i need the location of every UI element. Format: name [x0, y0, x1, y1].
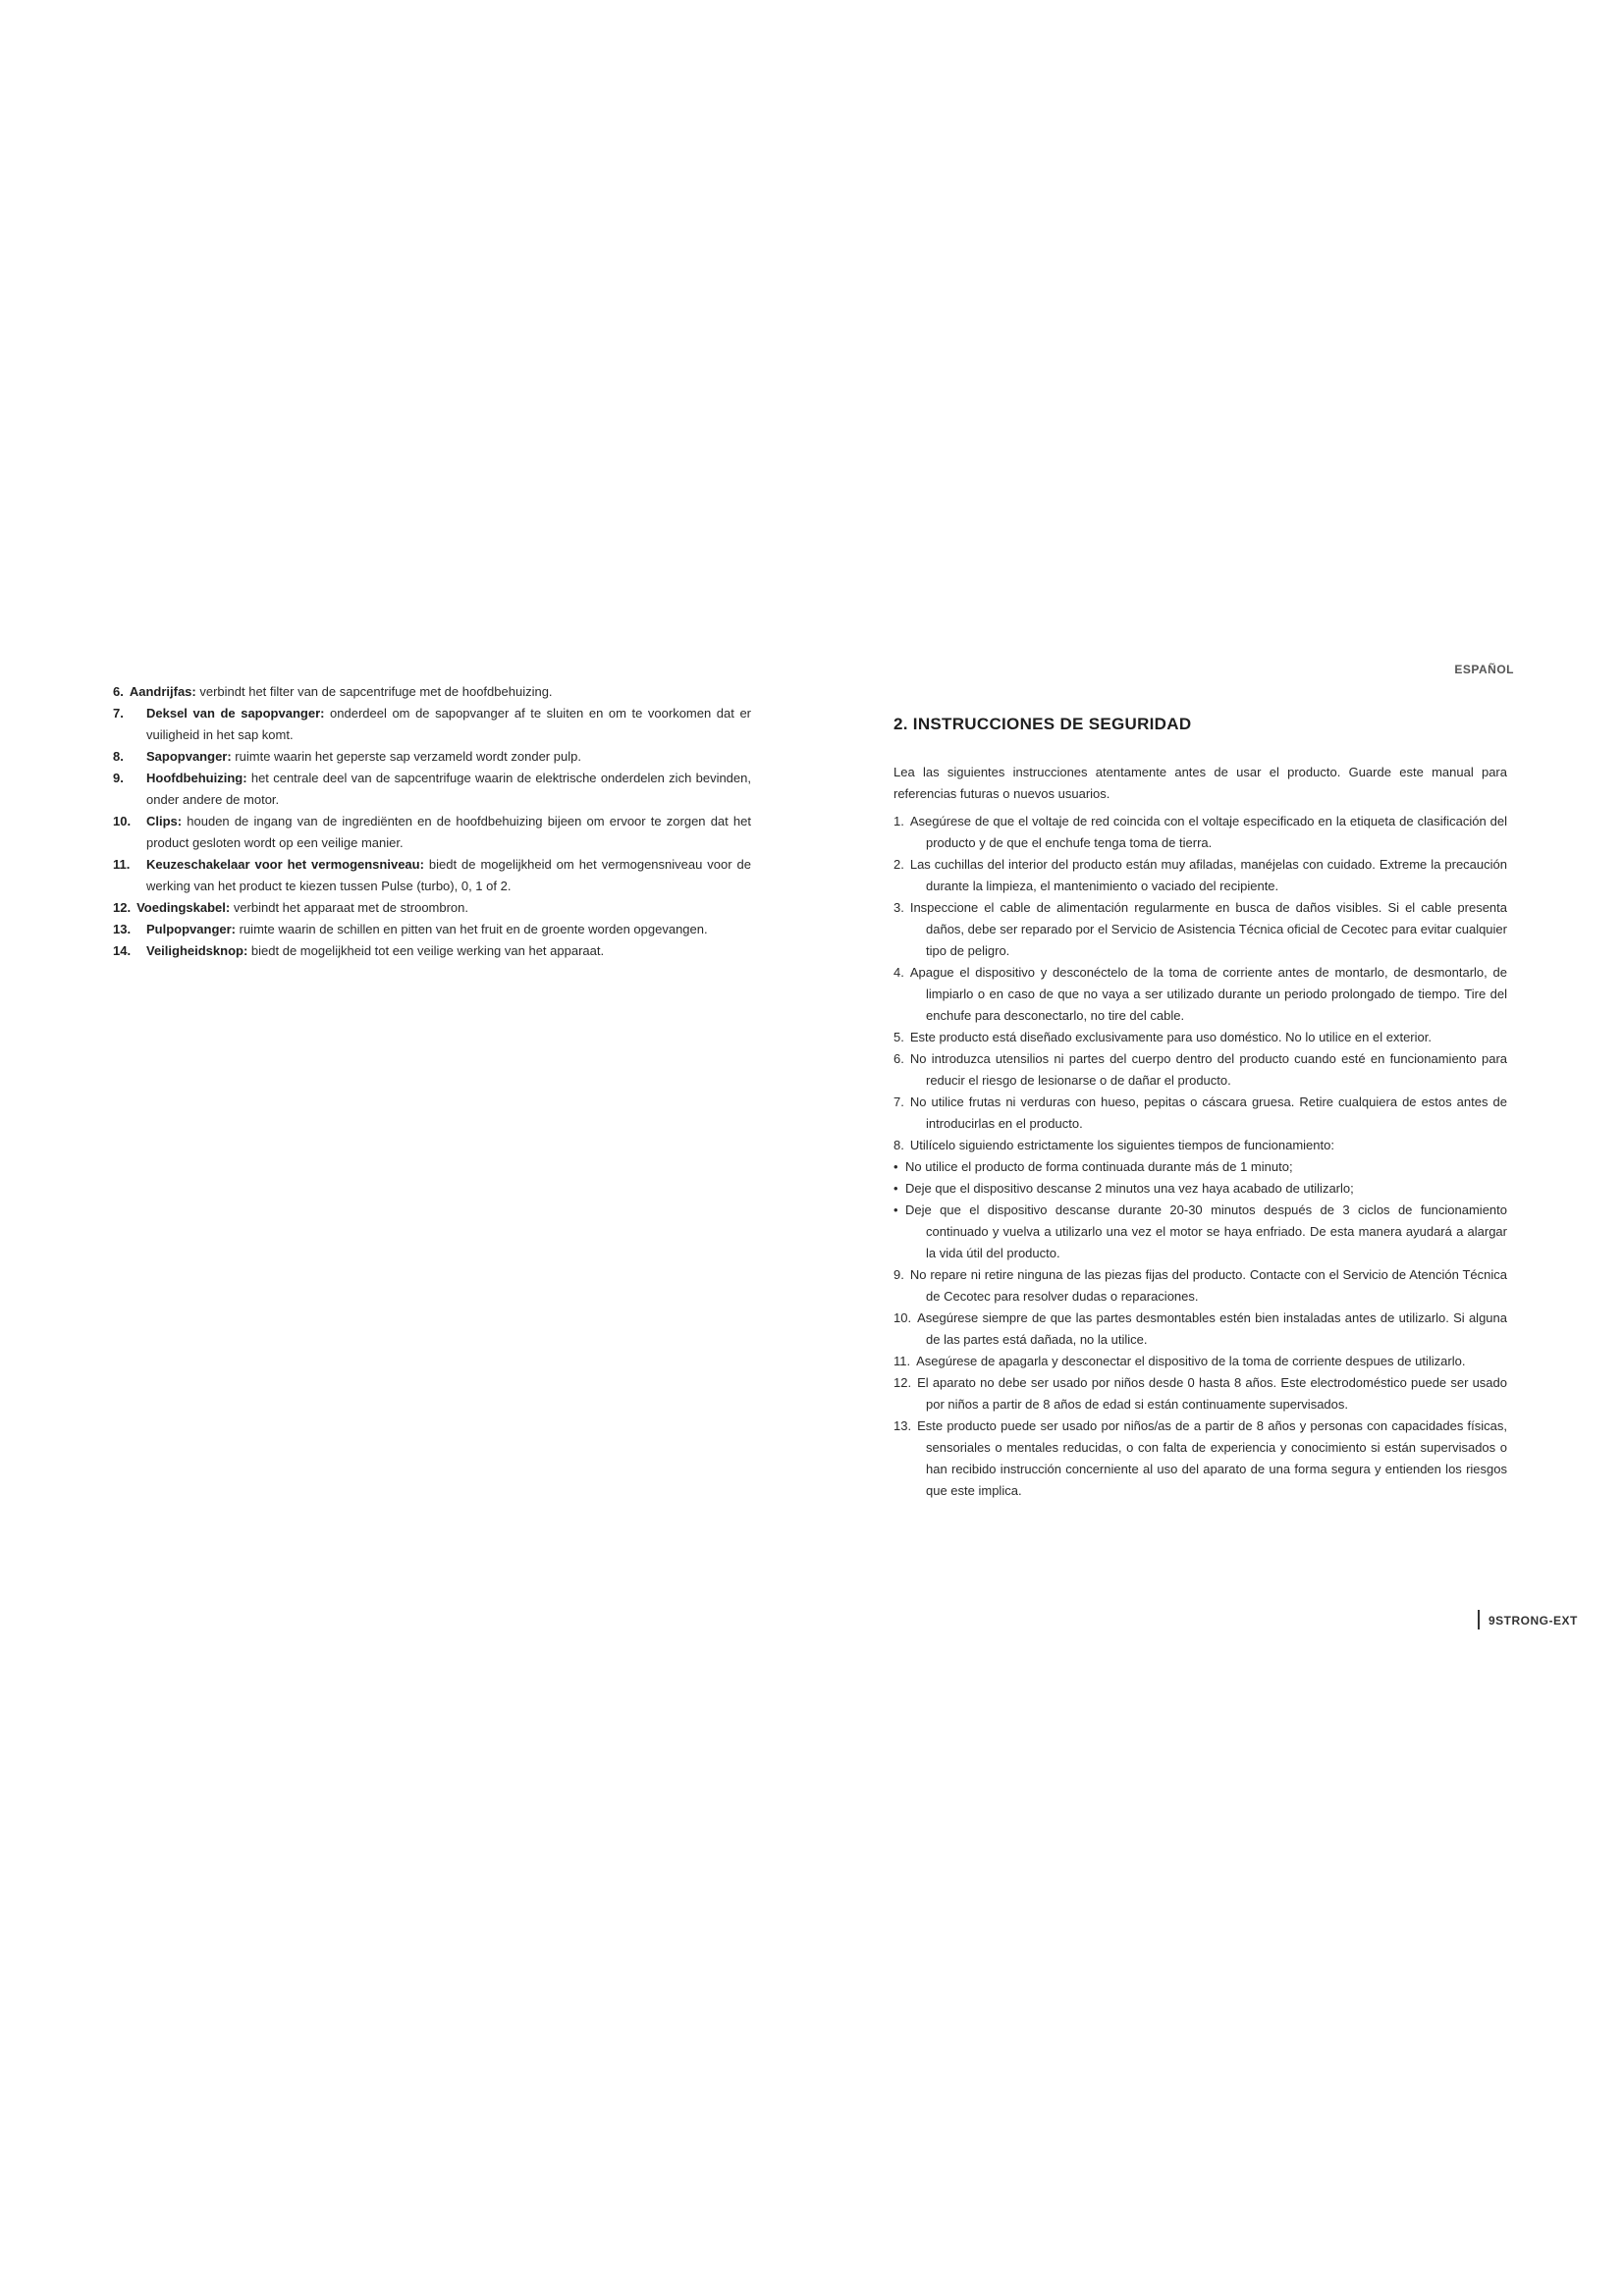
- list-item: [113, 746, 751, 768]
- list-item-number: 12.: [113, 900, 132, 915]
- instruction-item: [893, 1048, 1507, 1092]
- list-item-number: 6.: [113, 684, 124, 699]
- instruction-number: 12.: [893, 1375, 912, 1390]
- instruction-text: Este producto puede ser usado por niños/as de a partir de 8 años y personas con capacidades físicas, sensoriales o mentales reducidas, o con falta de experiencia y conocimiento si están supervisados o han recibido instrucción concerniente al uso del aparato de una forma segura y entienden los riesgos que este implica.: [917, 1418, 1507, 1498]
- instruction-item: [893, 854, 1507, 897]
- list-item: [113, 854, 751, 897]
- instruction-item: [893, 1027, 1507, 1048]
- instruction-item: [893, 1092, 1507, 1135]
- instruction-number: 3.: [893, 900, 904, 915]
- operating-times-list: [893, 1156, 1507, 1264]
- instruction-item: [893, 1351, 1507, 1372]
- bullet-text: Deje que el dispositivo descanse durante 20-30 minutos después de 3 ciclos de funcionamiento continuado y vuelva a utilizarlo una vez el motor se haya enfriado. De esta manera ayudará a alargar la vida útil del producto.: [905, 1202, 1507, 1260]
- instruction-text: Utilícelo siguiendo estrictamente los siguientes tiempos de funcionamiento:: [909, 1138, 1334, 1152]
- list-item: [113, 897, 751, 919]
- parts-list-nl: [113, 681, 751, 962]
- instruction-text: Las cuchillas del interior del producto están muy afiladas, manéjelas con cuidado. Extreme la precaución durante la limpieza, el mantenimiento o vaciado del recipiente.: [909, 857, 1507, 893]
- list-item-text: onderdeel om de sapopvanger af te sluiten en om te voorkomen dat er vuiligheid in het sap komt.: [146, 706, 752, 742]
- list-item-term: Veiligheidsknop:: [146, 943, 248, 958]
- instruction-number: 10.: [893, 1310, 912, 1325]
- list-item-term: Sapopvanger:: [146, 749, 232, 764]
- bullet-item: [893, 1178, 1507, 1200]
- list-item: [113, 703, 751, 746]
- instruction-number: 5.: [893, 1030, 904, 1044]
- list-item-term: Voedingskabel:: [136, 900, 231, 915]
- list-item-body: [113, 897, 751, 919]
- bullet-text: No utilice el producto de forma continuada durante más de 1 minuto;: [905, 1159, 1293, 1174]
- list-item-body: [146, 919, 751, 940]
- safety-instructions-es: [893, 762, 1507, 1502]
- instruction-text: No repare ni retire ninguna de las piezas fijas del producto. Contacte con el Servicio de Atención Técnica de Cecotec para resolver dudas o reparaciones.: [909, 1267, 1507, 1304]
- list-item-term: Keuzeschakelaar voor het vermogensniveau:: [146, 857, 424, 872]
- list-item-text: het centrale deel van de sapcentrifuge waarin de elektrische onderdelen zich bevinden, onder andere de motor.: [146, 771, 751, 807]
- instruction-number: 8.: [893, 1138, 904, 1152]
- list-item-body: [113, 681, 751, 703]
- instruction-text: Este producto está diseñado exclusivamente para uso doméstico. No lo utilice en el exterior.: [909, 1030, 1432, 1044]
- intro-paragraph: Lea las siguientes instrucciones atentamente antes de usar el producto. Guarde este manual para referencias futuras o nuevos usuarios.: [893, 765, 1507, 801]
- list-item-body: [146, 768, 751, 811]
- bullet-item: [893, 1156, 1507, 1178]
- list-item-text: ruimte waarin de schillen en pitten van het fruit en de groente worden opgevangen.: [236, 922, 708, 936]
- footer-divider: [1478, 1610, 1480, 1629]
- bullet-text: Deje que el dispositivo descanse 2 minutos una vez haya acabado de utilizarlo;: [905, 1181, 1354, 1196]
- list-item-term: Aandrijfas:: [129, 684, 196, 699]
- list-item-text: ruimte waarin het geperste sap verzameld wordt zonder pulp.: [231, 749, 581, 764]
- instruction-text: Asegúrese de apagarla y desconectar el dispositivo de la toma de corriente despues de utilizarlo.: [916, 1354, 1466, 1368]
- list-item: [113, 768, 751, 811]
- list-item: [113, 681, 751, 703]
- instruction-number: 6.: [893, 1051, 904, 1066]
- list-item-number: 7.: [113, 706, 124, 721]
- section-title: 2. INSTRUCCIONES DE SEGURIDAD: [893, 715, 1192, 733]
- instruction-text: Asegúrese siempre de que las partes desmontables estén bien instaladas antes de utilizarlo. Si alguna de las partes está dañada, no la utilice.: [917, 1310, 1507, 1347]
- instruction-number: 2.: [893, 857, 904, 872]
- list-item: [113, 919, 751, 940]
- instruction-text: Asegúrese de que el voltaje de red coincida con el voltaje especificado en la etiqueta de clasificación del producto y de que el enchufe tenga toma de tierra.: [909, 814, 1507, 850]
- list-item-body: [146, 854, 751, 897]
- list-item: [113, 940, 751, 962]
- instruction-item: [893, 897, 1507, 962]
- instruction-text: Apague el dispositivo y desconéctelo de la toma de corriente antes de montarlo, de desmontarlo, de limpiarlo o en caso de que no vaya a ser utilizado durante un periodo prolongado de tiempo. Tire del enchufe para desconectarlo, no tire del cable.: [909, 965, 1507, 1023]
- bullet-icon: •: [893, 1202, 898, 1217]
- bullet-item: [893, 1200, 1507, 1264]
- instruction-number: 4.: [893, 965, 904, 980]
- instruction-number: 9.: [893, 1267, 904, 1282]
- list-item-number: 14.: [113, 943, 132, 958]
- list-item: [113, 811, 751, 854]
- instruction-text: El aparato no debe ser usado por niños desde 0 hasta 8 años. Este electrodoméstico puede ser usado por niños a partir de 8 años de edad si están continuamente supervisados.: [917, 1375, 1507, 1412]
- instruction-item: [893, 1135, 1507, 1156]
- list-item-term: Clips:: [146, 814, 183, 828]
- instruction-number: 13.: [893, 1418, 912, 1433]
- instruction-list-a: [893, 811, 1507, 1156]
- instruction-number: 11.: [893, 1354, 911, 1368]
- instruction-item: [893, 1264, 1507, 1308]
- instruction-item: [893, 811, 1507, 854]
- list-item-number: 10.: [113, 814, 132, 828]
- list-item-number: 8.: [113, 749, 124, 764]
- bullet-icon: •: [893, 1159, 898, 1174]
- list-item-text: verbindt het apparaat met de stroombron.: [230, 900, 469, 915]
- list-item-number: 9.: [113, 771, 124, 785]
- instruction-item: [893, 962, 1507, 1027]
- list-item-term: Hoofdbehuizing:: [146, 771, 247, 785]
- instruction-number: 7.: [893, 1095, 904, 1109]
- bullet-icon: •: [893, 1181, 898, 1196]
- instruction-item: [893, 1372, 1507, 1415]
- list-item-body: [146, 746, 751, 768]
- list-item-body: [146, 811, 751, 854]
- language-label: ESPAÑOL: [1454, 663, 1514, 676]
- list-item-text: biedt de mogelijkheid om het vermogensniveau voor de werking van het product te kiezen tussen Pulse (turbo), 0, 1 of 2.: [146, 857, 752, 893]
- list-item-body: [146, 940, 751, 962]
- list-item-number: 13.: [113, 922, 132, 936]
- list-item-term: Pulpopvanger:: [146, 922, 237, 936]
- instruction-text: Inspeccione el cable de alimentación regularmente en busca de daños visibles. Si el cable presenta daños, debe ser reparado por el Servicio de Asistencia Técnica oficial de Cecotec para evitar cualquier tipo de peligro.: [909, 900, 1507, 958]
- list-item-number: 11.: [113, 857, 131, 872]
- list-item-text: biedt de mogelijkheid tot een veilige werking van het apparaat.: [247, 943, 605, 958]
- instruction-list-b: [893, 1264, 1507, 1502]
- list-item-term: Deksel van de sapopvanger:: [146, 706, 325, 721]
- list-item-text: houden de ingang van de ingrediënten en de hoofdbehuizing bijeen om ervoor te zorgen dat het product gesloten wordt op een veilige manier.: [146, 814, 751, 850]
- list-item-text: verbindt het filter van de sapcentrifuge met de hoofdbehuizing.: [195, 684, 553, 699]
- instruction-item: [893, 1308, 1507, 1351]
- instruction-text: No utilice frutas ni verduras con hueso, pepitas o cáscara gruesa. Retire cualquiera de estos antes de introducirlas en el producto.: [909, 1095, 1507, 1131]
- footer-model: 9STRONG-EXT: [1489, 1614, 1578, 1628]
- instruction-text: No introduzca utensilios ni partes del cuerpo dentro del producto cuando esté en funcionamiento para reducir el riesgo de lesionarse o de dañar el producto.: [909, 1051, 1507, 1088]
- list-item-body: [146, 703, 751, 746]
- instruction-number: 1.: [893, 814, 904, 828]
- instruction-item: [893, 1415, 1507, 1502]
